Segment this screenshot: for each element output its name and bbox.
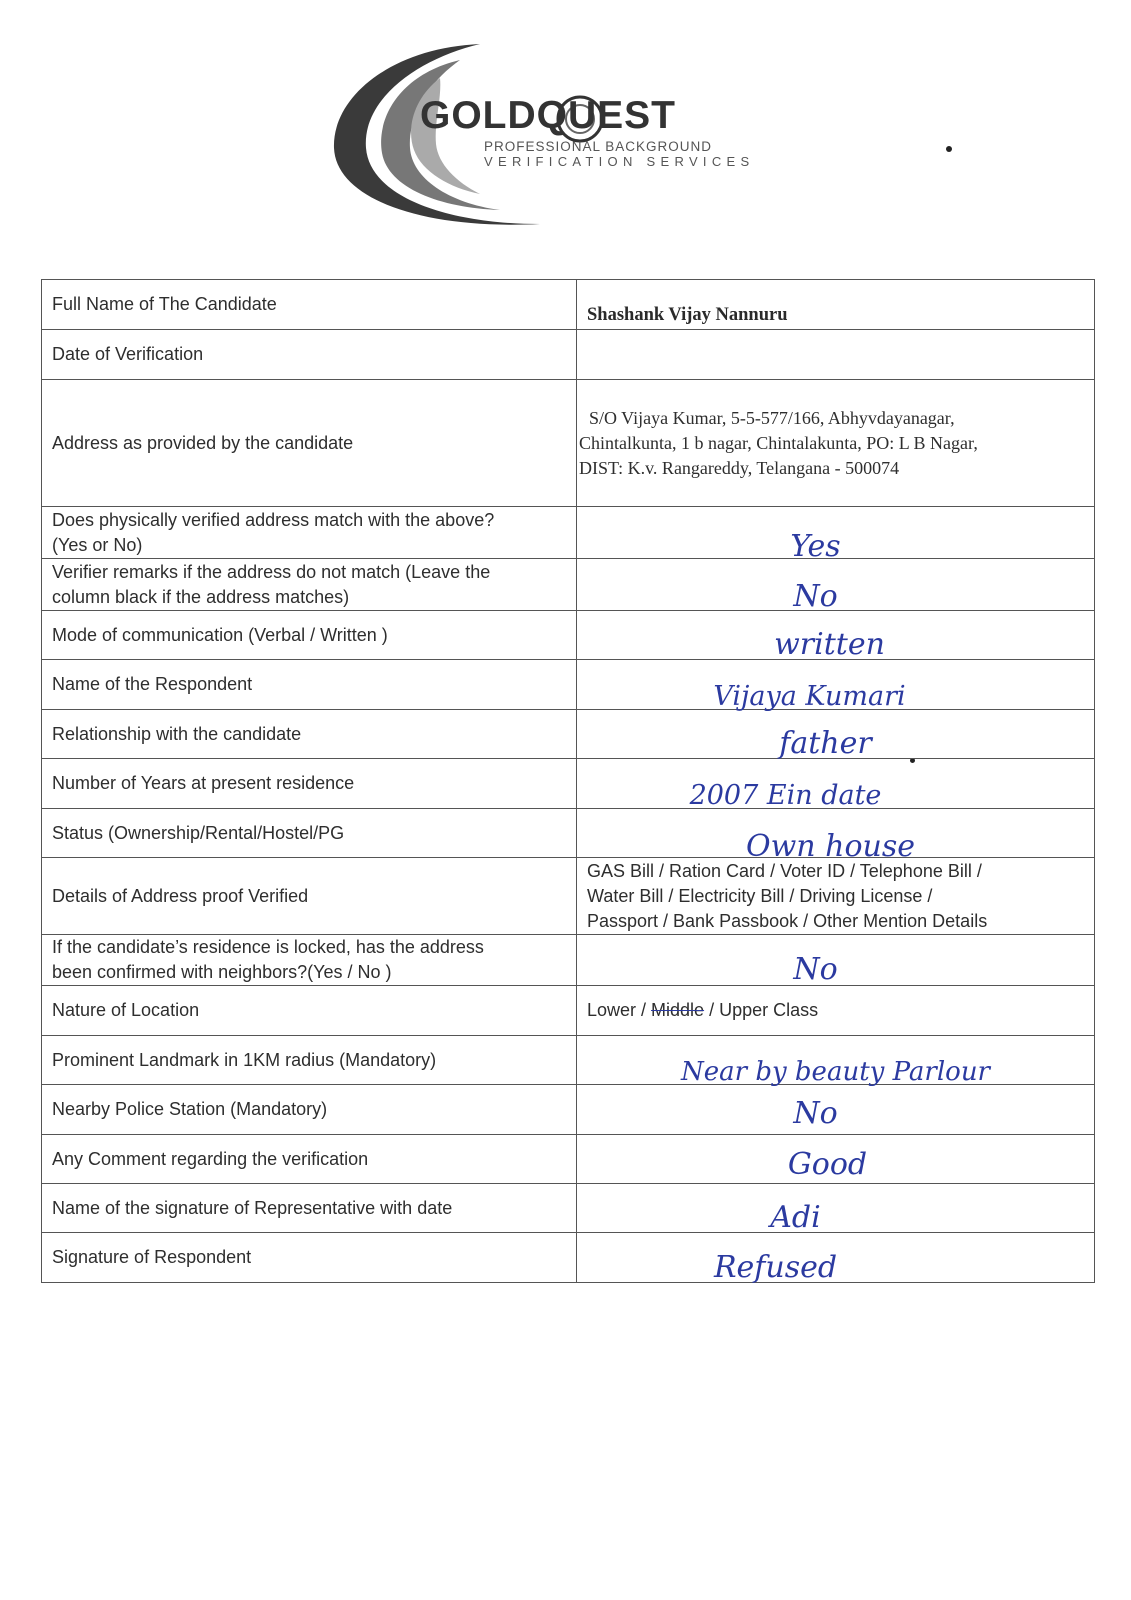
label-line: been confirmed with neighbors?(Yes / No ) — [52, 962, 392, 982]
label-line: Does physically verified address match with the above? — [52, 509, 495, 530]
table-row — [42, 380, 1095, 507]
handwritten-answer: Vijaya Kumari — [713, 680, 906, 712]
verifier-remarks-value — [577, 559, 1095, 614]
candidate-address-value — [577, 380, 1095, 507]
table-row — [42, 858, 1095, 935]
handwritten-answer: No — [793, 952, 838, 987]
field-label — [42, 935, 577, 986]
field-label: Date of Verification — [42, 330, 577, 380]
handwritten-answer: Good — [787, 1147, 868, 1182]
table-row — [42, 935, 1095, 986]
table-row — [42, 1085, 1095, 1135]
handwritten-answer: Adi — [770, 1200, 821, 1235]
handwritten-answer: Yes — [790, 528, 841, 564]
speck — [946, 146, 952, 152]
address-line: DIST: K.v. Rangareddy, Telangana - 500074 — [579, 457, 900, 478]
table-row — [42, 280, 1095, 330]
representative-signature-value — [577, 1184, 1095, 1233]
address-proof-value — [577, 858, 1095, 935]
location-option-struck: Middle — [651, 1000, 705, 1020]
field-label: Number of Years at present residence — [42, 759, 577, 809]
nature-of-location-value — [577, 986, 1095, 1036]
handwritten-answer: Near by beauty Parlour — [680, 1057, 990, 1087]
police-station-value — [577, 1085, 1095, 1135]
verification-form-table — [41, 279, 1095, 1283]
handwritten-answer: father — [779, 726, 872, 761]
table-row — [42, 759, 1095, 809]
label-line: column black if the address matches) — [52, 586, 350, 607]
label-line: If the candidate’s residence is locked, has the address — [52, 937, 484, 957]
handwritten-answer: 2007 Ein date — [689, 779, 882, 811]
field-label: Full Name of The Candidate — [42, 280, 577, 330]
table-row — [42, 1135, 1095, 1184]
table-row — [42, 559, 1095, 611]
field-label: Nature of Location — [42, 986, 577, 1036]
field-label: Relationship with the candidate — [42, 710, 577, 759]
field-label: Nearby Police Station (Mandatory) — [42, 1085, 577, 1135]
handwritten-answer: written — [774, 627, 885, 662]
field-label: Any Comment regarding the verification — [42, 1135, 577, 1184]
field-label: Name of the signature of Representative with date — [42, 1184, 577, 1233]
comment-value — [577, 1135, 1095, 1184]
proof-options-line: Water Bill / Electricity Bill / Driving License / — [587, 885, 933, 906]
table-row — [42, 710, 1095, 759]
handwritten-answer: Refused — [713, 1249, 838, 1285]
field-label: Details of Address proof Verified — [42, 858, 577, 935]
table-row — [42, 611, 1095, 660]
respondent-signature-value — [577, 1233, 1095, 1283]
location-option: / Upper Class — [704, 1000, 819, 1020]
date-of-verification-value — [577, 330, 1095, 380]
table-row — [42, 1184, 1095, 1233]
field-label — [42, 559, 577, 611]
proof-options-line: Passport / Bank Passbook / Other Mention Details — [587, 910, 988, 931]
table-row — [42, 1036, 1095, 1085]
landmark-value — [577, 1036, 1095, 1085]
neighbors-confirmed-value — [577, 935, 1095, 986]
table-row — [42, 330, 1095, 380]
respondent-name-value — [577, 660, 1095, 710]
residence-status-value — [577, 809, 1095, 864]
candidate-name-value — [577, 280, 1095, 330]
brand-title: GOLDQUEST — [420, 94, 677, 137]
field-label — [42, 507, 577, 559]
location-option: Lower / — [587, 1000, 652, 1020]
candidate-name: Shashank Vijay Nannuru — [587, 304, 788, 325]
handwritten-answer: No — [793, 578, 838, 614]
handwritten-answer: Own house — [746, 829, 915, 864]
field-label: Prominent Landmark in 1KM radius (Mandatory) — [42, 1036, 577, 1085]
mode-of-communication-value — [577, 611, 1095, 660]
table-row — [42, 986, 1095, 1036]
address-line: Chintalkunta, 1 b nagar, Chintalakunta, PO: L B Nagar, — [579, 432, 978, 453]
field-label: Signature of Respondent — [42, 1233, 577, 1283]
table-row — [42, 809, 1095, 858]
label-line: Verifier remarks if the address do not match (Leave the — [52, 561, 491, 582]
address-match-value — [577, 507, 1095, 564]
brand-tagline-2: VERIFICATION SERVICES — [484, 154, 755, 169]
brand-tagline-1: PROFESSIONAL BACKGROUND — [484, 139, 713, 154]
years-at-residence-value — [577, 759, 1095, 809]
field-label: Mode of communication (Verbal / Written ) — [42, 611, 577, 660]
address-line: S/O Vijaya Kumar, 5-5-577/166, Abhyvdayanagar, — [589, 407, 955, 428]
table-row — [42, 507, 1095, 559]
table-row — [42, 660, 1095, 710]
relationship-value — [577, 710, 1095, 759]
field-label: Name of the Respondent — [42, 660, 577, 710]
proof-options-line: GAS Bill / Ration Card / Voter ID / Telephone Bill / — [587, 860, 982, 881]
field-label: Status (Ownership/Rental/Hostel/PG — [42, 809, 577, 858]
handwritten-answer: No — [793, 1095, 838, 1131]
table-row — [42, 1233, 1095, 1283]
label-line: (Yes or No) — [52, 534, 143, 555]
field-label: Address as provided by the candidate — [42, 380, 577, 507]
